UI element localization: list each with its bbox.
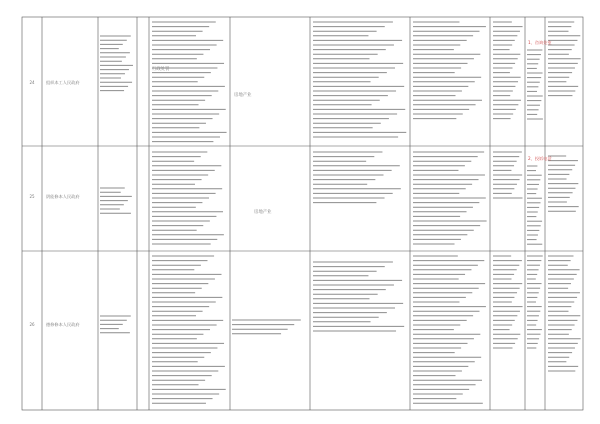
row-1-red-mark: 1、咨询处室 bbox=[528, 40, 552, 45]
row-2-index: 25 bbox=[29, 194, 35, 199]
row-1-col6: 房地产业 bbox=[234, 93, 252, 98]
scanned-text-lines bbox=[100, 22, 581, 403]
row-2-name: 阴能修本人民政府 bbox=[46, 194, 80, 199]
row-2-red-mark: 2、投诉电话 bbox=[528, 156, 552, 161]
row-3-index: 26 bbox=[29, 322, 35, 327]
row-2-col6: 房地产业 bbox=[254, 210, 272, 215]
row-1-col5: 行政处罚 bbox=[152, 67, 170, 72]
row-3-name: 德修修本人民政府 bbox=[46, 322, 80, 327]
row-1-index: 24 bbox=[29, 80, 35, 85]
row-1-name: 组织本工人民政府 bbox=[46, 80, 80, 85]
